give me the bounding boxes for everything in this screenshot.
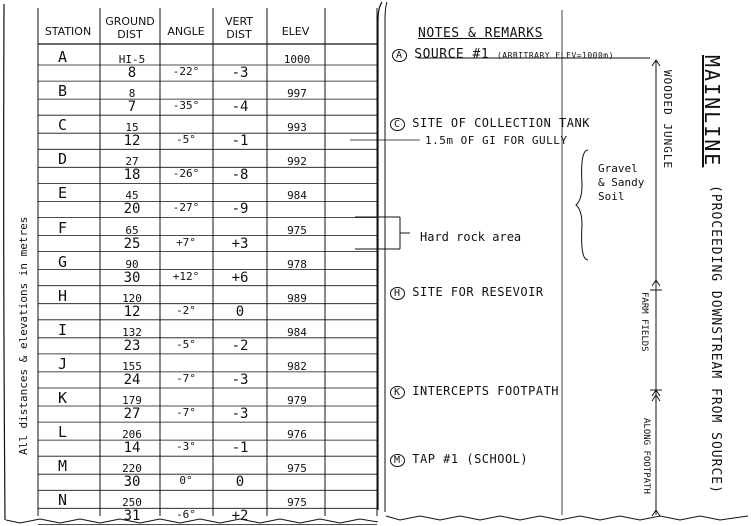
gutter-edge (378, 2, 382, 510)
note-c-text: SITE OF COLLECTION TANK (412, 116, 590, 130)
leg-ground-distance: 30 (123, 269, 141, 286)
station-label: N (58, 491, 68, 510)
station-elevation: 984 (287, 189, 307, 203)
note-a (392, 48, 614, 61)
leg-angle: -27° (172, 201, 200, 215)
station-label: M (58, 457, 68, 476)
leg-angle: -5° (176, 133, 196, 147)
mainline-title: MAINLINE (700, 55, 724, 168)
station-elevation: 976 (287, 428, 307, 442)
station-label: H (58, 286, 68, 305)
cumulative-distance: 45 (125, 189, 139, 203)
leg-angle: -7° (176, 406, 196, 419)
leg-angle: 0° (179, 474, 193, 488)
station-label: B (58, 82, 68, 101)
leg-angle: -26° (172, 167, 200, 181)
hard-rock-bracket (400, 217, 410, 249)
right-page-edge (385, 2, 387, 512)
note-k (390, 385, 559, 398)
zone-wooded-jungle: WOODED JUNGLE (661, 70, 674, 170)
leg-ground-distance: 18 (123, 167, 141, 184)
hard-rock-note: Hard rock area (420, 230, 522, 244)
cumulative-distance: 179 (122, 394, 142, 407)
cumulative-distance: 155 (122, 359, 142, 373)
leg-ground-distance: 12 (123, 303, 141, 320)
station-elevation: 975 (287, 496, 307, 510)
cumulative-distance: 250 (122, 496, 142, 510)
station-elevation: 1000 (283, 53, 311, 66)
note-h-text: SITE FOR RESEVOIR (412, 285, 544, 299)
leg-angle: -3° (176, 440, 196, 454)
station-elevation: 975 (287, 462, 307, 476)
station-elevation: 984 (287, 325, 307, 339)
station-label: G (58, 252, 68, 271)
leg-angle: +7° (176, 235, 196, 249)
gravel-line-1: Gravel (598, 162, 638, 175)
cumulative-distance: 90 (125, 257, 139, 271)
cumulative-distance: 27 (125, 155, 139, 169)
note-mark-a: A (392, 49, 407, 62)
header-station: STATION (44, 25, 92, 38)
note-c (390, 117, 590, 130)
station-label: L (58, 423, 68, 442)
leg-vert-distance: -2 (231, 337, 249, 354)
station-elevation: 982 (287, 359, 307, 373)
leg-vert-distance: -9 (231, 201, 249, 218)
leg-vert-distance: +6 (231, 269, 249, 286)
leg-vert-distance: -3 (231, 65, 249, 81)
note-m-text: TAP #1 (SCHOOL) (412, 452, 529, 466)
cumulative-distance: 220 (122, 462, 142, 476)
gravel-line-3: Soil (598, 190, 625, 203)
note-mark-k: K (390, 386, 405, 399)
leg-ground-distance: 7 (127, 99, 137, 116)
cumulative-distance: 206 (122, 428, 142, 442)
left-page-edge (4, 4, 5, 520)
leg-vert-distance: +3 (231, 235, 249, 252)
station-label: K (58, 389, 68, 407)
leg-vert-distance: -1 (231, 133, 249, 150)
zone-farm-fields: FARM FIELDS (639, 292, 649, 352)
cumulative-distance: 132 (122, 325, 142, 339)
leg-ground-distance: 30 (123, 474, 141, 491)
leg-ground-distance: 12 (123, 133, 141, 150)
station-label: F (58, 218, 68, 237)
leg-ground-distance: 14 (123, 440, 141, 457)
station-elevation: 997 (287, 87, 307, 101)
leg-angle: -6° (176, 508, 196, 522)
leg-ground-distance: 8 (127, 65, 137, 81)
note-c-sub: 1.5m OF GI FOR GULLY (425, 134, 568, 147)
note-a-text: SOURCE #1 (414, 47, 490, 62)
leg-ground-distance: 31 (123, 508, 141, 525)
leg-ground-distance: 24 (123, 371, 141, 388)
note-mark-m: M (390, 454, 405, 467)
zone-along-footpath: ALONG FOOTPATH (641, 418, 651, 494)
leg-vert-distance: +2 (231, 508, 249, 525)
station-elevation: 993 (287, 121, 307, 135)
gravel-line-2: & Sandy (598, 176, 645, 189)
header-ground-dist: GROUND DIST (105, 15, 155, 41)
leg-ground-distance: 20 (123, 201, 141, 218)
gravel-bracket (576, 150, 588, 260)
mainline-subtitle: (PROCEEDING DOWNSTREAM FROM SOURCE) (708, 185, 723, 494)
note-k-text: INTERCEPTS FOOTPATH (412, 384, 560, 398)
leg-vert-distance: -3 (231, 371, 249, 388)
gravel-note (598, 162, 658, 204)
leg-angle: -7° (176, 371, 196, 385)
cumulative-distance: 65 (125, 223, 139, 237)
header-vert-dist: VERT DIST (224, 15, 254, 41)
station-elevation: 975 (287, 223, 307, 237)
station-label: D (58, 150, 68, 169)
leg-vert-distance: -4 (231, 99, 249, 116)
cumulative-distance: HI-5 (118, 53, 146, 66)
station-elevation: 979 (287, 394, 307, 407)
leg-angle: -2° (176, 303, 196, 317)
station-elevation: 978 (287, 257, 307, 271)
leg-vert-distance: 0 (235, 474, 245, 491)
leg-vert-distance: -3 (231, 406, 249, 422)
leg-vert-distance: -1 (231, 440, 249, 457)
header-angle: ANGLE (167, 25, 205, 38)
station-elevation: 992 (287, 155, 307, 169)
notes-header: NOTES & REMARKS (418, 26, 543, 41)
note-mark-h: H (390, 287, 405, 300)
leg-ground-distance: 25 (123, 235, 141, 252)
cumulative-distance: 15 (125, 121, 139, 135)
leg-angle: -22° (172, 65, 200, 78)
note-h (390, 286, 544, 299)
leg-angle: -5° (176, 337, 196, 351)
station-label: A (58, 48, 68, 66)
units-side-note: All distances & elevations in metres (17, 216, 30, 455)
leg-angle: -35° (172, 99, 200, 113)
leg-angle: +12° (172, 269, 200, 283)
leg-ground-distance: 27 (123, 406, 141, 422)
station-elevation: 989 (287, 291, 307, 305)
leg-vert-distance: 0 (235, 303, 245, 320)
note-a-small: (ARBITRARY ELEV=1000m) (496, 51, 614, 60)
station-label: E (58, 184, 68, 203)
cumulative-distance: 120 (122, 291, 142, 305)
note-mark-c: C (390, 118, 405, 131)
torn-bottom-right (386, 516, 748, 520)
station-label: J (58, 354, 68, 373)
leg-vert-distance: -8 (231, 167, 249, 184)
header-elev: ELEV (281, 25, 310, 38)
cumulative-distance: 8 (128, 87, 136, 101)
station-label: I (58, 320, 68, 339)
station-label: C (58, 116, 68, 135)
note-m (390, 453, 528, 466)
leg-ground-distance: 23 (123, 337, 141, 354)
